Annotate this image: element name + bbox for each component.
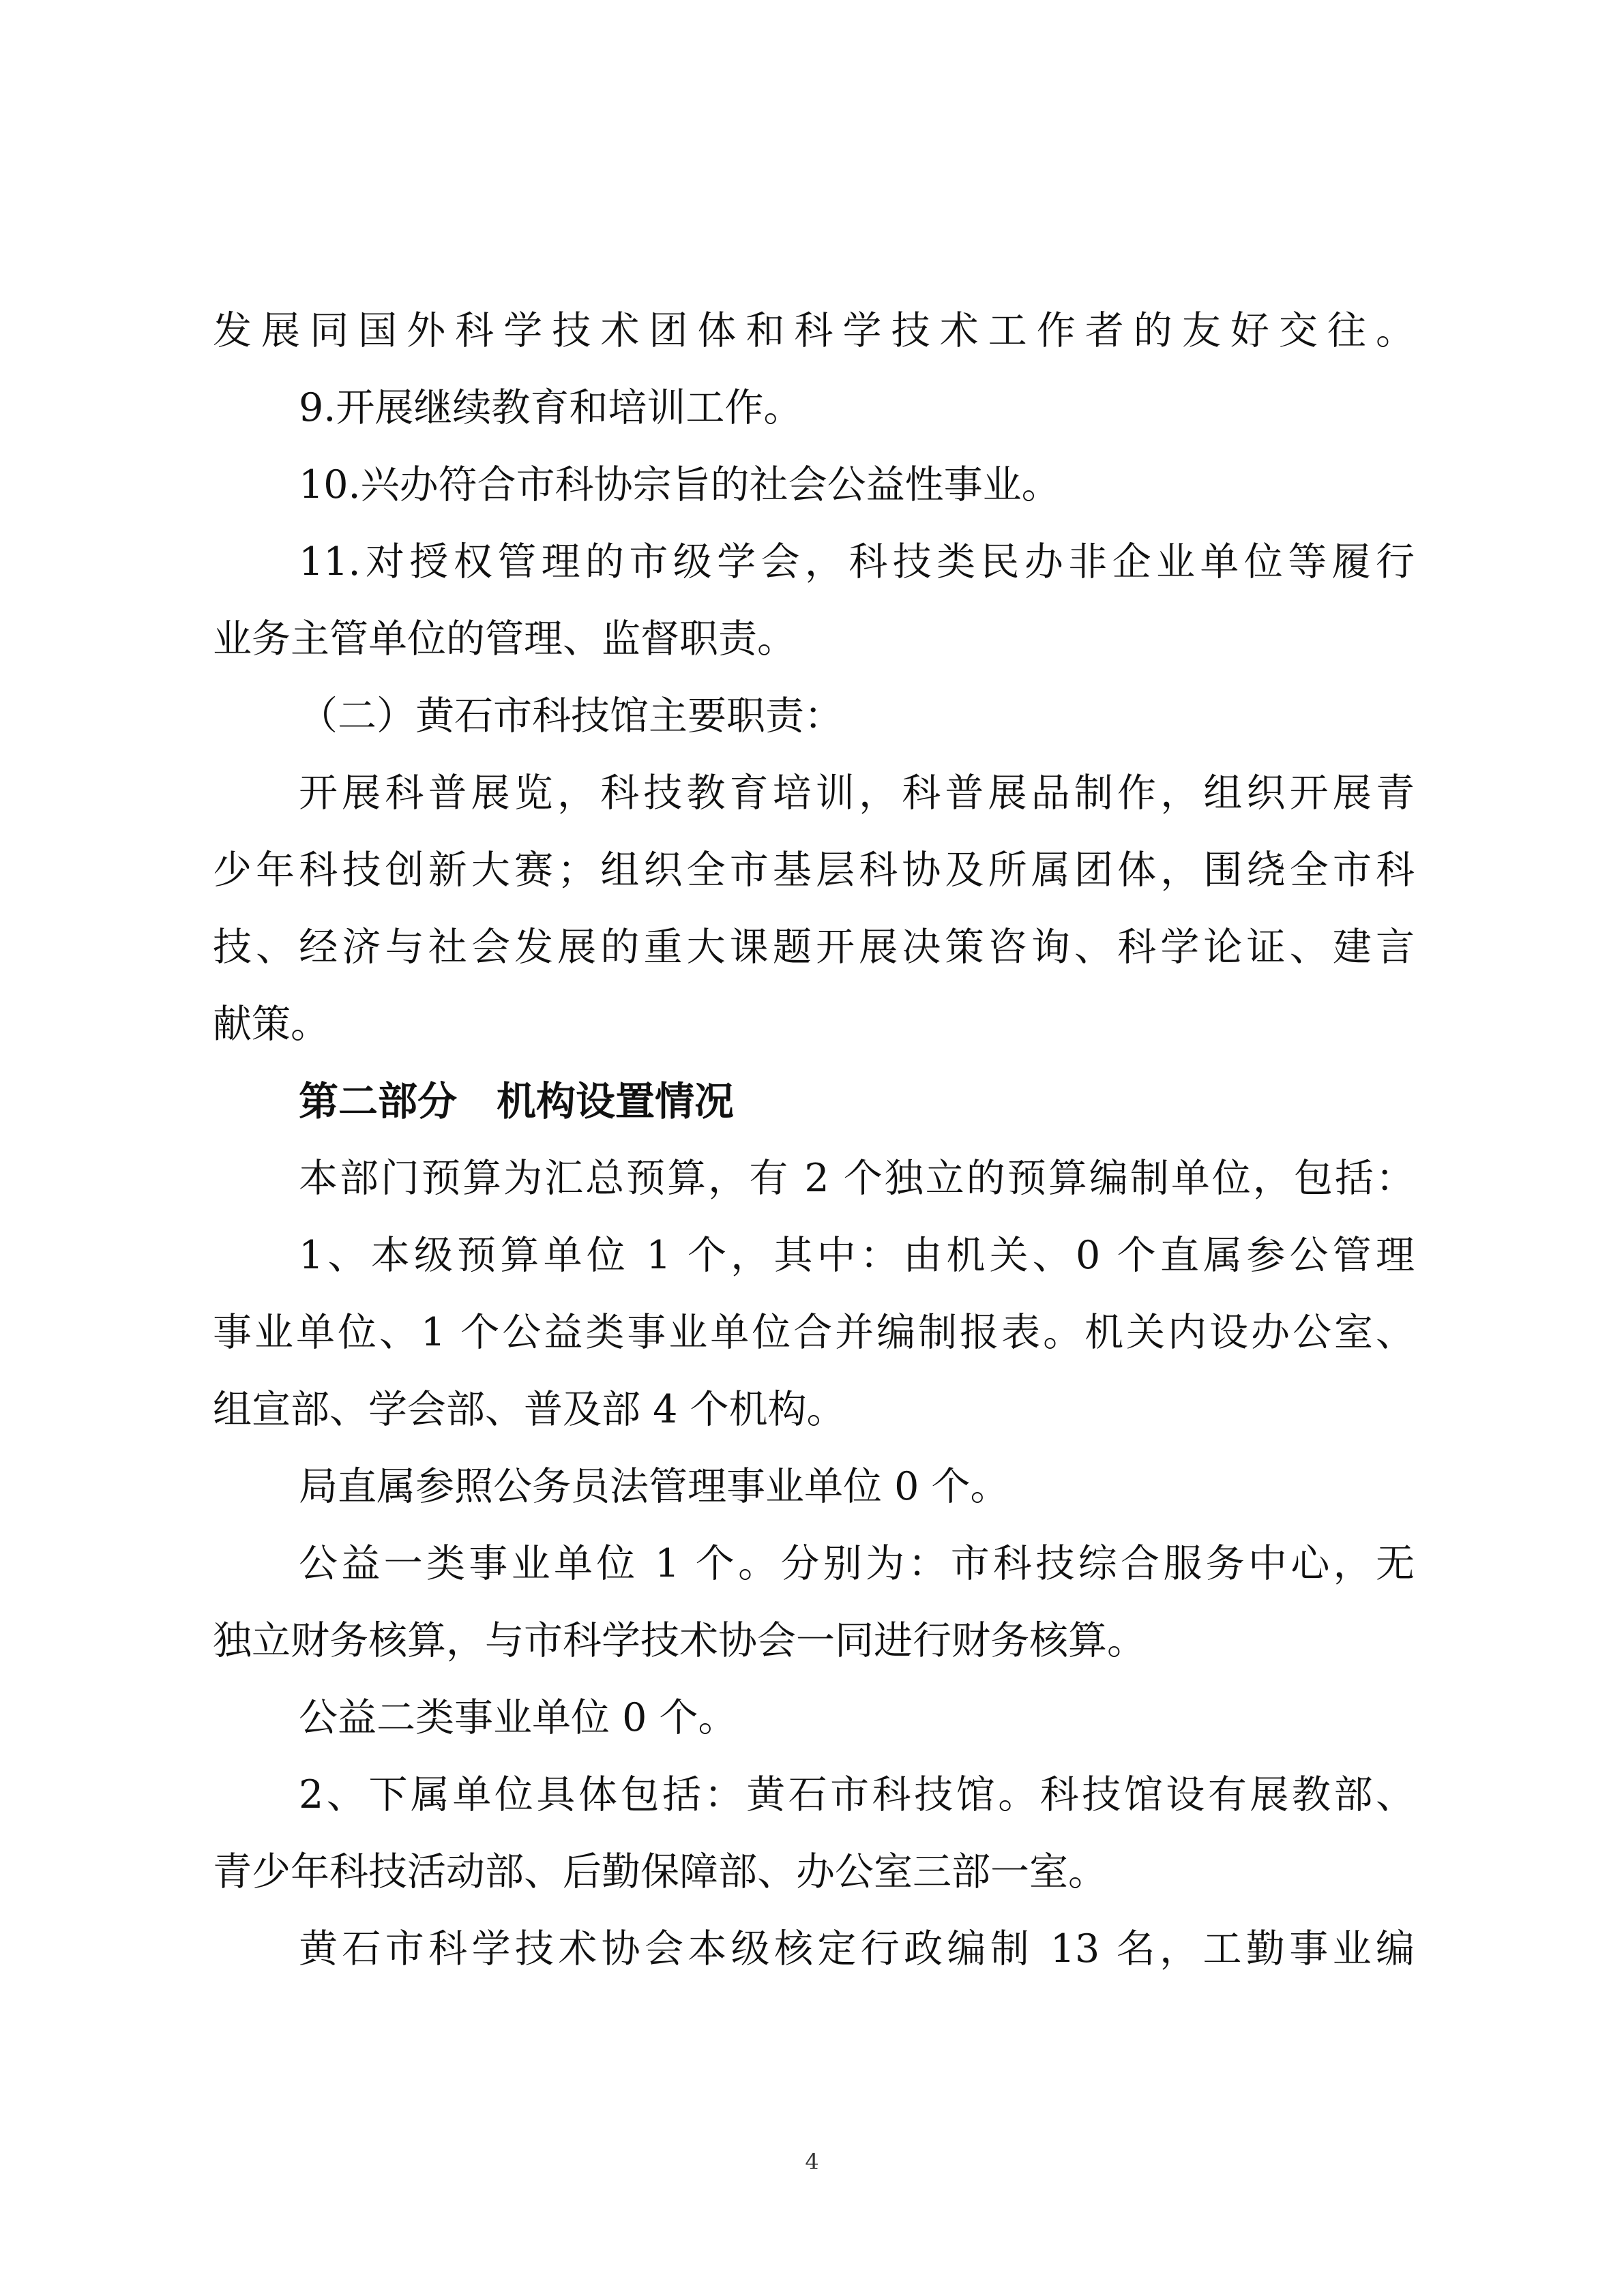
text-line: 青少年科技活动部、后勤保障部、办公室三部一室。: [213, 1849, 1107, 1894]
text-line: 10.兴办符合市科协宗旨的社会公益性事业。: [299, 462, 1061, 507]
text-line: 独立财务核算，与市科学技术协会一同进行财务核算。: [213, 1618, 1146, 1663]
paragraph-line: [0, 1225, 1624, 1286]
text-line: 组宣部、学会部、普及部 4 个机构。: [213, 1387, 846, 1432]
text-line: 献策。: [213, 1002, 329, 1047]
paragraph-line: [0, 1148, 1624, 1209]
paragraph-line: [0, 994, 1624, 1055]
text-line: 公益一类事业单位 1 个。分别为：市科技综合服务中心，无: [299, 1541, 1415, 1586]
paragraph-line: [0, 1841, 1624, 1903]
page-number: 4: [805, 2149, 819, 2175]
paragraph-line: [0, 1533, 1624, 1594]
paragraph-line: [0, 531, 1624, 593]
text-line: 公益二类事业单位 0 个。: [299, 1695, 737, 1740]
paragraph-line: [0, 839, 1624, 901]
text-line: 黄石市科学技术协会本级核定行政编制 13 名，工勤事业编: [299, 1926, 1415, 1971]
paragraph-line: [0, 1456, 1624, 1517]
text-line: 2、下属单位具体包括：黄石市科技馆。科技馆设有展教部、: [299, 1772, 1415, 1817]
section-subtitle: [0, 685, 1624, 747]
text-line: 技、经济与社会发展的重大课题开展决策咨询、科学论证、建言: [213, 925, 1415, 970]
text-line: （二）黄石市科技馆主要职责：: [299, 694, 843, 739]
text-line: 开展科普展览，科技教育培训，科普展品制作，组织开展青: [299, 771, 1415, 816]
paragraph-line: [0, 1687, 1624, 1748]
text-line: 1、本级预算单位 1 个，其中：由机关、0 个直属参公管理: [299, 1233, 1415, 1278]
text-line: 发展同国外科学技术团体和科学技术工作者的友好交往。: [213, 308, 1415, 353]
text-line: 9.开展继续教育和培训工作。: [299, 385, 803, 430]
paragraph-line: [0, 608, 1624, 670]
text-line: 业务主管单位的管理、监督职责。: [213, 616, 796, 661]
paragraph-line: [0, 1918, 1624, 1980]
paragraph-line: [0, 1610, 1624, 1671]
paragraph-line: [0, 916, 1624, 978]
paragraph-line: [0, 762, 1624, 824]
paragraph-line: [0, 1764, 1624, 1825]
text-line: 本部门预算为汇总预算，有 2 个独立的预算编制单位，包括：: [299, 1156, 1415, 1201]
paragraph-line: [0, 377, 1624, 438]
paragraph-line: [0, 300, 1624, 361]
text-line: 事业单位、1 个公益类事业单位合并编制报表。机关内设办公室、: [213, 1310, 1415, 1355]
text-line: 局直属参照公务员法管理事业单位 0 个。: [299, 1464, 1009, 1509]
paragraph-line: [0, 1302, 1624, 1363]
section-heading: [0, 1071, 1624, 1132]
text-line: 少年科技创新大赛；组织全市基层科协及所属团体，围绕全市科: [213, 848, 1415, 893]
heading-text: 第二部分 机构设置情况: [299, 1078, 735, 1124]
paragraph-line: [0, 1379, 1624, 1440]
paragraph-line: [0, 454, 1624, 516]
text-line: 11.对授权管理的市级学会，科技类民办非企业单位等履行: [299, 539, 1415, 584]
